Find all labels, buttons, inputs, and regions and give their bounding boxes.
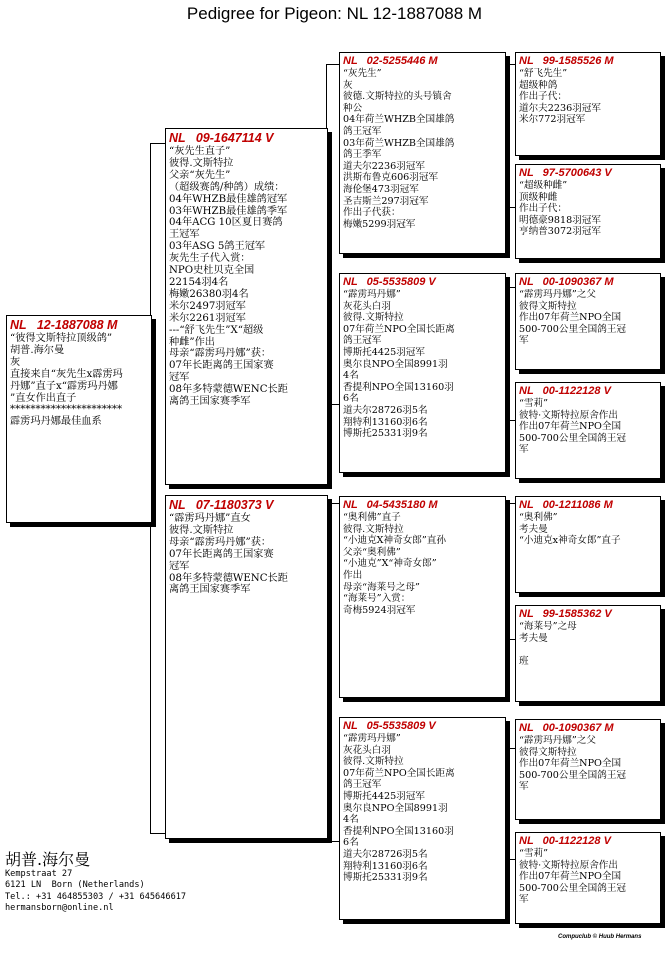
- ring-number: NL 97-5700643 V: [519, 167, 612, 179]
- pedigree-text-line: “灰先生直子”: [169, 146, 231, 157]
- pedigree-text-line: “海莱号”之母: [519, 621, 577, 632]
- pedigree-text-line: 王冠军: [169, 229, 200, 241]
- pigeon-card-sire[interactable]: [165, 128, 328, 485]
- pigeon-card-ggp-8[interactable]: [515, 832, 661, 924]
- pedigree-text-line: 军: [519, 444, 529, 456]
- pedigree-text-line: 父亲“奥利佛”: [343, 546, 401, 558]
- pedigree-text-line: 香提利NPO全国13160羽: [343, 825, 454, 837]
- pedigree-text-line: “奥利佛”: [519, 512, 558, 523]
- pedigree-text-line: 作出子代：: [519, 203, 567, 215]
- pedigree-text-line: 冠军: [169, 372, 190, 384]
- pedigree-text-line: 彼得.文斯特拉: [343, 312, 404, 324]
- breeder-email[interactable]: hermansborn@online.nl: [5, 902, 114, 913]
- ring-number: NL 00-1090367 M: [519, 722, 614, 734]
- pedigree-text-line: 鸽王冠军: [343, 125, 382, 137]
- pedigree-text-line: 03年WHZB最佳雄鸽季军: [169, 205, 288, 217]
- pedigree-text-line: 博斯托4425羽冠军: [343, 346, 425, 358]
- pedigree-text-line: “霹雳玛丹娜”: [343, 289, 401, 300]
- pedigree-text-line: 彼特·文斯特拉原舍作出: [519, 859, 618, 871]
- pedigree-text-line: 彼得.文斯特拉: [169, 157, 234, 169]
- ring-number: NL 07-1180373 V: [169, 498, 274, 512]
- pedigree-text-line: ”直女作出直子: [10, 392, 77, 404]
- pedigree-text-line: 母亲“霹雳玛丹娜”获：: [169, 348, 272, 360]
- pedigree-text-line: 04年WHZB最佳雄鸽冠军: [169, 193, 288, 205]
- pedigree-text-line: 母亲“霹雳玛丹娜”获：: [169, 536, 272, 548]
- pedigree-text-line: “小迪克”X“神奇女郎”: [343, 558, 437, 570]
- pigeon-card-ggp-5[interactable]: [515, 496, 661, 593]
- pedigree-text-line: 圣吉斯兰297羽冠军: [343, 195, 429, 207]
- pedigree-text-line: 考夫曼: [519, 632, 548, 644]
- pedigree-text-line: 鸽王季军: [343, 149, 382, 161]
- pedigree-text-line: 6名: [343, 393, 359, 405]
- pedigree-text-line: 米尔2497羽冠军: [169, 300, 246, 312]
- pedigree-text-line: 灰: [10, 356, 21, 368]
- pedigree-text-line: “小迪克X神奇女郎”直孙: [343, 535, 446, 547]
- pedigree-text-line: 作出子代获：: [343, 207, 401, 219]
- pedigree-text-line: 父亲“灰先生”: [169, 169, 231, 181]
- connector-gen2a-bottom: [326, 404, 340, 405]
- pedigree-text-line: 丹娜”直子x“霹雳玛丹娜: [10, 380, 118, 392]
- connector-gen2b-top: [326, 503, 340, 504]
- pedigree-text-line: 500-700公里全国鸽王冠: [519, 323, 627, 335]
- pedigree-text-line: 作出07年荷兰NPO全国: [519, 758, 622, 770]
- pigeon-card-ggp-4[interactable]: [515, 382, 661, 479]
- page-title: Pedigree for Pigeon: NL 12-1887088 M: [186, 4, 483, 23]
- pedigree-text-line: “彼得文斯特拉顶级鸽”: [10, 333, 113, 344]
- pedigree-text-line: 灰花头白羽: [343, 300, 391, 312]
- connector-gen2a-top: [326, 64, 340, 65]
- pedigree-text-line: 离鸽王国家赛季军: [169, 396, 251, 408]
- pedigree-text-line: 07年长距离鸽王国家赛: [169, 360, 274, 372]
- pedigree-text-line: 超级种鸽: [519, 79, 558, 91]
- pedigree-text-line: “雪莉”: [519, 848, 548, 859]
- pedigree-text-line: 道夫尔2236羽冠军: [343, 160, 425, 172]
- pigeon-card-ggp-3[interactable]: [515, 273, 661, 370]
- pedigree-text-line: 香提利NPO全国13160羽: [343, 381, 454, 393]
- pedigree-text-line: 顶级种雌: [519, 191, 558, 203]
- pedigree-text-line: 海伦堡473羽冠军: [343, 183, 419, 195]
- pedigree-text-line: 冠军: [169, 560, 190, 572]
- pedigree-text-line: 彼得.文斯特拉: [169, 524, 234, 536]
- pedigree-text-line: 03年ASG 5鸽王冠军: [169, 241, 266, 253]
- pedigree-text-line: “霹雳玛丹娜”: [343, 733, 401, 744]
- pedigree-text-line: 07年长距离鸽王国家赛: [169, 548, 274, 560]
- pedigree-text-line: 500-700公里全国鸽王冠: [519, 882, 627, 894]
- pedigree-text-line: 4名: [343, 370, 359, 382]
- pedigree-text-line: 米尔2261羽冠军: [169, 312, 246, 324]
- pedigree-text-line: 22154羽4名: [169, 276, 229, 288]
- ring-number: NL 05-5535809 V: [343, 276, 436, 288]
- pedigree-text-line: 04年荷兰WHZB全国雄鸽: [343, 114, 455, 126]
- pedigree-text-line: 霹雳玛丹娜最佳血系: [10, 416, 102, 428]
- pedigree-text-line: 作出07年荷兰NPO全国: [519, 871, 622, 883]
- ring-number: NL 02-5255446 M: [343, 55, 438, 67]
- ring-number: NL 00-1090367 M: [519, 276, 614, 288]
- ring-number: NL 99-1585362 V: [519, 608, 612, 620]
- pedigree-text-line: “霹雳玛丹娜”之父: [519, 289, 596, 300]
- pedigree-text-line: 作出07年荷兰NPO全国: [519, 312, 622, 324]
- pedigree-text-line: 博斯托25331羽9名: [343, 872, 428, 884]
- pedigree-text-line: 考夫曼: [519, 523, 548, 535]
- pigeon-card-ggp-1[interactable]: [515, 52, 661, 156]
- pedigree-text-line: 母亲“海莱号之母”: [343, 581, 420, 593]
- ring-number: NL 00-1122128 V: [519, 835, 611, 847]
- pedigree-text-line: （超级赛鸽/种鸽）成绩：: [169, 181, 285, 193]
- pedigree-text-line: 班: [519, 655, 529, 667]
- pedigree-text-line: 彼得文斯特拉: [519, 746, 577, 758]
- pedigree-text-line: “雪莉”: [519, 398, 548, 409]
- pedigree-text-line: **********************: [10, 404, 123, 416]
- pedigree-text-line: 彼得文斯特拉: [519, 300, 577, 312]
- pedigree-text-line: 奇梅5924羽冠军: [343, 604, 416, 616]
- connector-gen1-top: [150, 143, 166, 144]
- breeder-name: 胡普.海尔曼: [5, 850, 91, 869]
- pedigree-text-line: 翔特利13160羽6名: [343, 416, 428, 428]
- pigeon-card-dam-sire[interactable]: [339, 496, 506, 698]
- pedigree-text-line: 米尔772羽冠军: [519, 114, 586, 126]
- pedigree-text-line: 作出07年荷兰NPO全国: [519, 421, 622, 433]
- pedigree-text-line: 胡普.海尔曼: [10, 344, 65, 356]
- pedigree-text-line: 道夫尔28726羽5名: [343, 404, 428, 416]
- pedigree-text-line: [519, 644, 657, 656]
- pedigree-text-line: “小迪克x神奇女郎”直子: [519, 535, 621, 547]
- pedigree-text-line: “灰先生”: [343, 68, 382, 79]
- pedigree-text-line: 彼得.文斯特拉: [343, 756, 404, 768]
- software-credit: Compuclub © Huub Hermans: [558, 934, 642, 940]
- pedigree-text-line: NPO史杜贝克全国: [169, 265, 255, 277]
- pedigree-text-line: 博斯托4425羽冠军: [343, 790, 425, 802]
- ring-number: NL 09-1647114 V: [169, 131, 274, 145]
- pedigree-text-line: 灰: [343, 79, 353, 91]
- pedigree-text-line: 梅嫩26380羽4名: [169, 288, 249, 300]
- pedigree-text-line: “霹雳玛丹娜”直女: [169, 513, 251, 524]
- pedigree-text-line: 08年多特蒙德WENC长距: [169, 384, 288, 396]
- pigeon-card-sire-dam[interactable]: [339, 273, 506, 473]
- pedigree-text-line: 灰先生子代入赏：: [169, 253, 251, 265]
- pedigree-text-line: “奥利佛”直子: [343, 512, 401, 523]
- pedigree-text-line: 彼特·文斯特拉原舍作出: [519, 409, 618, 421]
- pigeon-card-ggp-7[interactable]: [515, 719, 661, 820]
- pedigree-text-line: 彼德.文斯特拉的头号镇舍: [343, 91, 452, 103]
- pedigree-text-line: 6名: [343, 837, 359, 849]
- pedigree-text-line: “舒飞先生”: [519, 68, 568, 79]
- connector-gen2b-bottom: [326, 841, 340, 842]
- ring-number: NL 00-1211086 M: [519, 499, 613, 511]
- ring-number: NL 05-5535809 V: [343, 720, 436, 732]
- pedigree-text-line: 作出子代：: [519, 91, 567, 103]
- pedigree-text-line: 500-700公里全国鸽王冠: [519, 769, 627, 781]
- pedigree-text-line: 洪斯布鲁克606羽冠军: [343, 172, 439, 184]
- pedigree-text-line: 亨纳普3072羽冠军: [519, 226, 601, 238]
- pedigree-text-line: 07年荷兰NPO全国长距离: [343, 323, 455, 335]
- pedigree-text-line: 彼得.文斯特拉: [343, 523, 404, 535]
- pedigree-text-line: 作出: [343, 569, 363, 581]
- pedigree-text-line: 翔特利13160羽6名: [343, 860, 428, 872]
- pedigree-text-line: 梅嫩5299羽冠军: [343, 218, 416, 230]
- pedigree-text-line: 离鸽王国家赛季军: [169, 584, 251, 596]
- pigeon-card-dam-dam[interactable]: [339, 717, 506, 920]
- connector-gen1-bottom: [150, 833, 166, 834]
- pigeon-card-ggp-2[interactable]: [515, 164, 661, 259]
- pedigree-text-line: ---“舒飞先生”X“超级: [169, 324, 264, 336]
- pigeon-card-dam[interactable]: [165, 495, 328, 839]
- pigeon-card-sire-sire[interactable]: [339, 52, 506, 254]
- pedigree-text-line: 军: [519, 781, 529, 793]
- pedigree-text-line: 03年荷兰WHZB全国雄鸽: [343, 137, 455, 149]
- pigeon-card-ggp-6[interactable]: [515, 605, 661, 702]
- pedigree-text-line: “霹雳玛丹娜”之父: [519, 735, 596, 746]
- pedigree-text-line: 奥尔良NPO全国8991羽: [343, 802, 448, 814]
- pedigree-text-line: 04年ACG 10区夏日赛鸽: [169, 217, 283, 229]
- pedigree-text-line: “超级种雌”: [519, 180, 568, 191]
- pedigree-text-line: 道夫尔28726羽5名: [343, 848, 428, 860]
- pedigree-text-line: 种公: [343, 102, 363, 114]
- pedigree-text-line: 鸽王冠军: [343, 779, 382, 791]
- pedigree-text-line: 种雌”作出: [169, 336, 215, 348]
- pedigree-text-line: 奥尔良NPO全国8991羽: [343, 358, 448, 370]
- pedigree-text-line: 灰花头白羽: [343, 744, 391, 756]
- pedigree-text-line: 军: [519, 335, 529, 347]
- pedigree-text-line: 军: [519, 894, 529, 906]
- pedigree-text-line: 直接来自“灰先生x霹雳玛: [10, 368, 123, 380]
- pedigree-text-line: 4名: [343, 814, 359, 826]
- ring-number: NL 12-1887088 M: [10, 318, 118, 332]
- pedigree-text-line: 明德豪9818羽冠军: [519, 214, 601, 226]
- breeder-address-line: 6121 LN Born (Netherlands): [5, 880, 145, 891]
- ring-number: NL 04-5435180 M: [343, 499, 438, 511]
- breeder-address-line: Kempstraat 27: [5, 869, 73, 879]
- pedigree-text-line: 08年多特蒙德WENC长距: [169, 572, 288, 584]
- pedigree-text-line: “海莱号”入赏：: [343, 593, 411, 605]
- ring-number: NL 00-1122128 V: [519, 385, 611, 397]
- ring-number: NL 99-1585526 M: [519, 55, 614, 67]
- pedigree-text-line: 07年荷兰NPO全国长距离: [343, 767, 455, 779]
- pigeon-card-subject[interactable]: [6, 315, 152, 523]
- pedigree-text-line: 博斯托25331羽9名: [343, 428, 428, 440]
- pedigree-text-line: 道尔夫2236羽冠军: [519, 102, 601, 114]
- pedigree-text-line: 500-700公里全国鸽王冠: [519, 432, 627, 444]
- breeder-info: [5, 850, 186, 914]
- breeder-phone: Tel.: +31 464855303 / +31 645646617: [5, 891, 187, 902]
- pedigree-text-line: 鸽王冠军: [343, 335, 382, 347]
